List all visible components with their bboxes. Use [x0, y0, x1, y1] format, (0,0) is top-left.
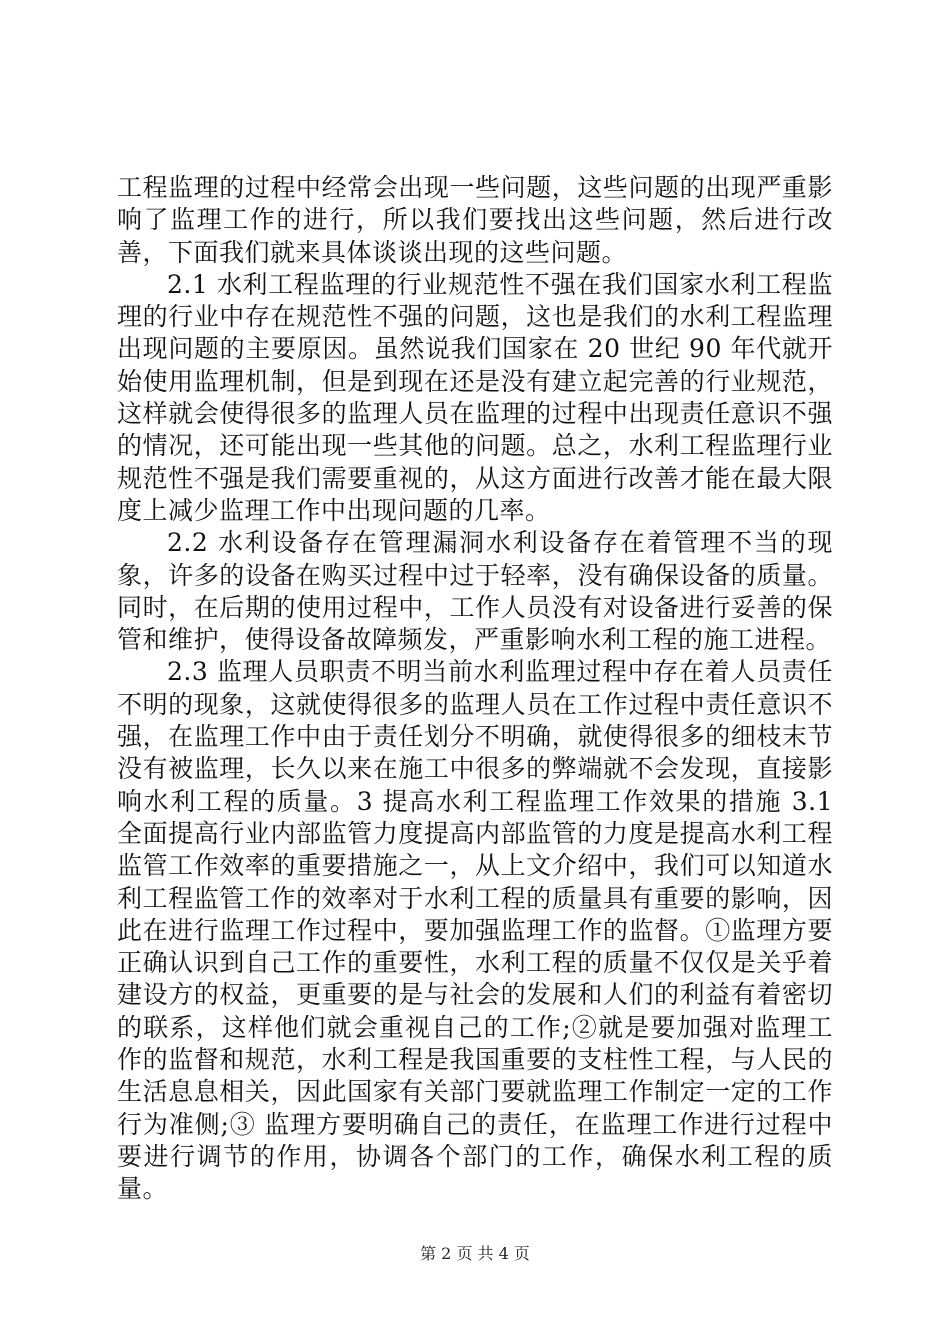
- page-number-footer: 第 2 页 共 4 页: [420, 1244, 530, 1263]
- paragraph-continuation: 工程监理的过程中经常会出现一些问题，这些问题的出现严重影响了监理工作的进行，所以我们要找出这些问题，然后进行改善，下面我们就来具体谈谈出现的这些问题。: [117, 173, 833, 267]
- paragraph-section-2-3: 2.3 监理人员职责不明当前水利监理过程中存在着人员责任不明的现象，这就使得很多的监理人员在工作过程中责任意识不强，在监理工作中由于责任划分不明确，就使得很多的细枝末节没有被监理，长久以来在施工中很多的弊端就不会发现，直接影响水利工程的质量。3 提高水利工程监理工作效果的措施 3.1 全面提高行业内部监管力度提高内部监管的力度是提高水利工程监管工作效率的重要措施之一，从上文介绍中，我们可以知道水利工程监管工作的效率对于水利工程的质量具有重要的影响，因此在进行监理工作过程中，要加强监理工作的监督。①监理方要正确认识到自己工作的重要性，水利工程的质量不仅仅是关乎着建设方的权益，更重要的是与社会的发展和人们的利益有着密切的联系，这样他们就会重视自己的工作;②就是要加强对监理工作的监督和规范，水利工程是我国重要的支柱性工程，与人民的生活息息相关，因此国家有关部门要就监理工作制定一定的工作行为准侧;③ 监理方要明确自己的责任，在监理工作进行过程中要进行调节的作用，协调各个部门的工作，确保水利工程的质量。: [117, 657, 833, 1204]
- document-body: [117, 172, 833, 1206]
- paragraph-section-2-2: 2.2 水利设备存在管理漏洞水利设备存在着管理不当的现象，许多的设备在购买过程中过于轻率，没有确保设备的质量。同时，在后期的使用过程中，工作人员没有对设备进行妥善的保管和维护，使得设备故障频发，严重影响水利工程的施工进程。: [117, 528, 833, 655]
- paragraph-section-2-1: 2.1 水利工程监理的行业规范性不强在我们国家水利工程监理的行业中存在规范性不强的问题，这也是我们的水利工程监理出现问题的主要原因。虽然说我们国家在 20 世纪 90 年代就开始使用监理机制，但是到现在还是没有建立起完善的行业规范，这样就会使得很多的监理人员在监理的过程中出现责任意识不强的情况，还可能出现一些其他的问题。总之，水利工程监理行业规范性不强是我们需要重视的，从这方面进行改善才能在最大限度上减少监理工作中出现问题的几率。: [117, 269, 833, 525]
